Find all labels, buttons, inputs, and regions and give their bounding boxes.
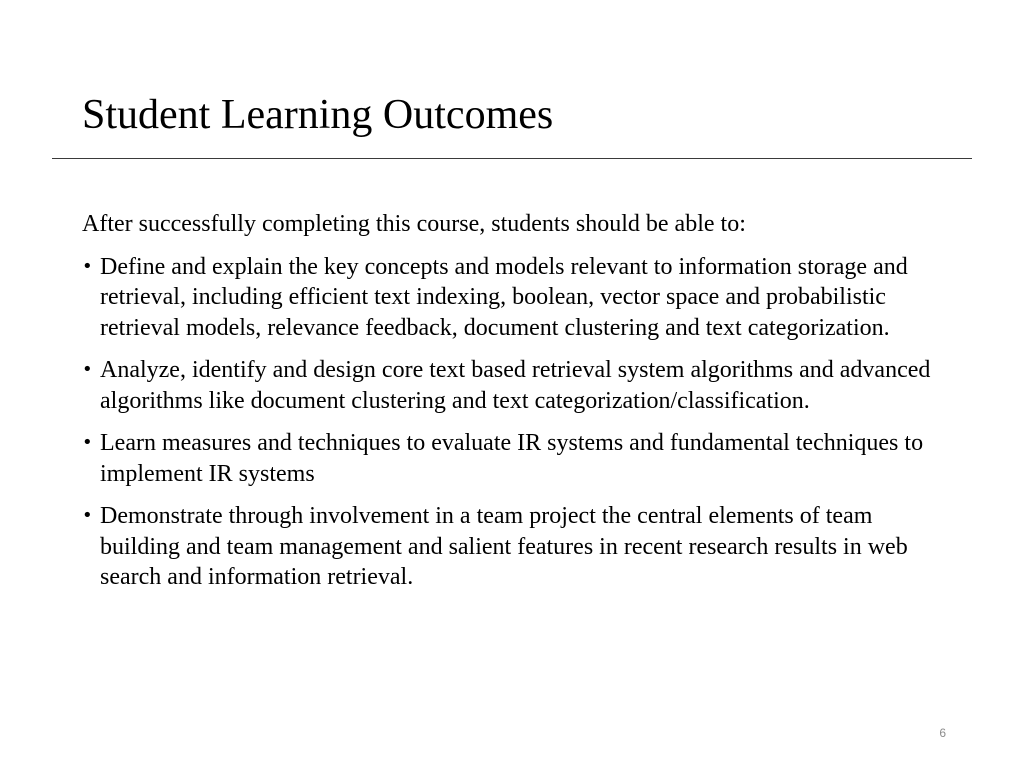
slide-title: Student Learning Outcomes (82, 92, 554, 138)
slide-body (82, 209, 942, 605)
intro-text: After successfully completing this course, students should be able to: (82, 211, 746, 237)
bullet-icon: • (82, 432, 93, 453)
outcome-item-4 (82, 501, 942, 593)
bullet-icon: • (82, 359, 93, 380)
outcomes-list (82, 252, 942, 593)
outcome-text: Learn measures and techniques to evaluate IR systems and fundamental techniques to implement IR systems (100, 430, 924, 487)
bullet-icon: • (82, 255, 93, 277)
outcome-item-3 (82, 428, 942, 489)
outcome-text: Analyze, identify and design core text based retrieval system algorithms and advanced algorithms like document clustering and text categorization/classification. (100, 357, 931, 414)
page-number: 6 (939, 726, 946, 740)
title-divider (52, 158, 972, 159)
outcome-item-2 (82, 355, 942, 416)
outcome-text: Define and explain the key concepts and models relevant to information storage and retrieval, including efficient text indexing, boolean, vector space and probabilistic retrieval models, relevance feedback, document clustering and text categorization. (100, 253, 908, 341)
outcome-text: Demonstrate through involvement in a team project the central elements of team building and team management and salient features in recent research results in web search and information retrieval. (100, 503, 908, 590)
bullet-icon: • (82, 505, 93, 526)
outcome-item-1 (82, 252, 942, 344)
